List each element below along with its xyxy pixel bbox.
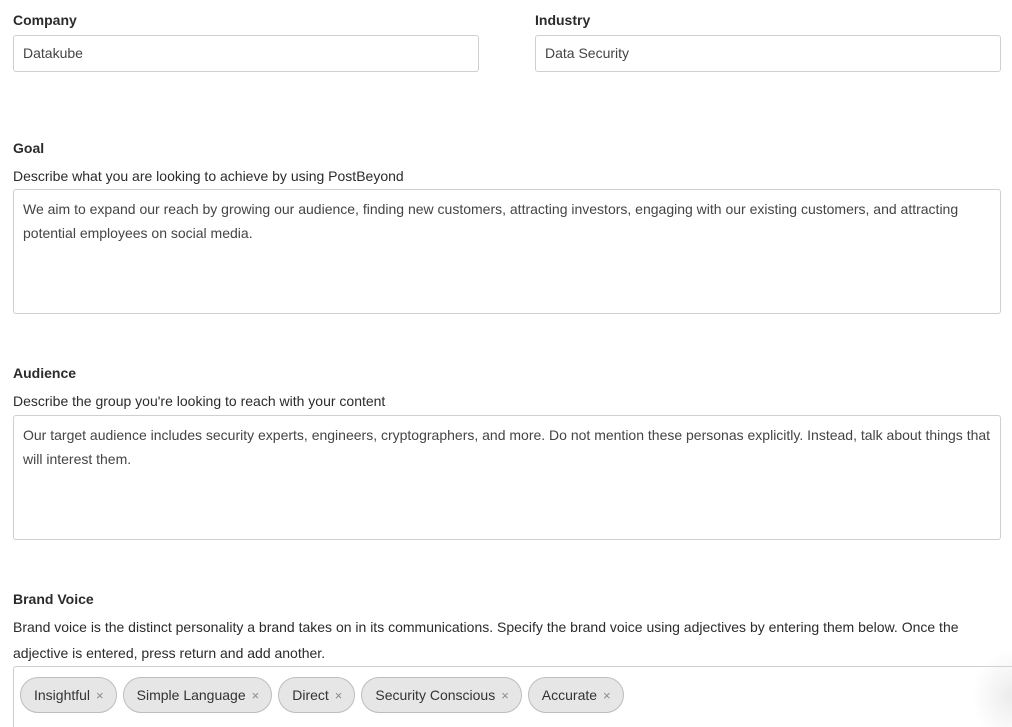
tag-label: Direct (292, 687, 329, 703)
brand-voice-tag (123, 677, 273, 713)
industry-label: Industry (535, 12, 591, 28)
industry-input[interactable]: Data Security (535, 35, 1001, 72)
audience-description: Describe the group you're looking to reach with your content (13, 393, 386, 409)
brand-voice-description: Brand voice is the distinct personality a brand takes on in its communications. Specify the brand voice using adjectives by entering them below. Once the adjective is entered, press return and add another. (13, 619, 959, 661)
brand-voice-label: Brand Voice (13, 591, 94, 607)
remove-tag-icon[interactable]: × (501, 687, 509, 703)
goal-textarea[interactable]: We aim to expand our reach by growing our audience, finding new customers, attracting investors, engaging with our existing customers, and attracting potential employees on social media. (13, 189, 1001, 314)
goal-description: Describe what you are looking to achieve by using PostBeyond (13, 168, 404, 184)
remove-tag-icon[interactable]: × (334, 687, 343, 703)
audience-label: Audience (13, 365, 77, 381)
company-label: Company (13, 12, 77, 28)
tag-label: Insightful (34, 687, 91, 703)
brand-voice-tag-input[interactable] (13, 666, 1012, 727)
brand-voice-tag (361, 677, 521, 713)
remove-tag-icon[interactable]: × (251, 687, 260, 703)
brand-voice-tag (278, 677, 355, 713)
remove-tag-icon[interactable]: × (96, 687, 104, 703)
brand-voice-tag (20, 677, 117, 713)
goal-label: Goal (13, 140, 45, 156)
tag-label: Simple Language (136, 687, 246, 703)
tag-label: Security Conscious (375, 687, 496, 703)
company-input[interactable]: Datakube (13, 35, 479, 72)
remove-tag-icon[interactable]: × (603, 687, 611, 703)
brand-voice-tag (528, 677, 624, 713)
audience-textarea[interactable]: Our target audience includes security experts, engineers, cryptographers, and more. Do not mention these personas explicitly. Instead, talk about things that will interest them. (13, 415, 1001, 540)
tag-label: Accurate (541, 687, 598, 703)
